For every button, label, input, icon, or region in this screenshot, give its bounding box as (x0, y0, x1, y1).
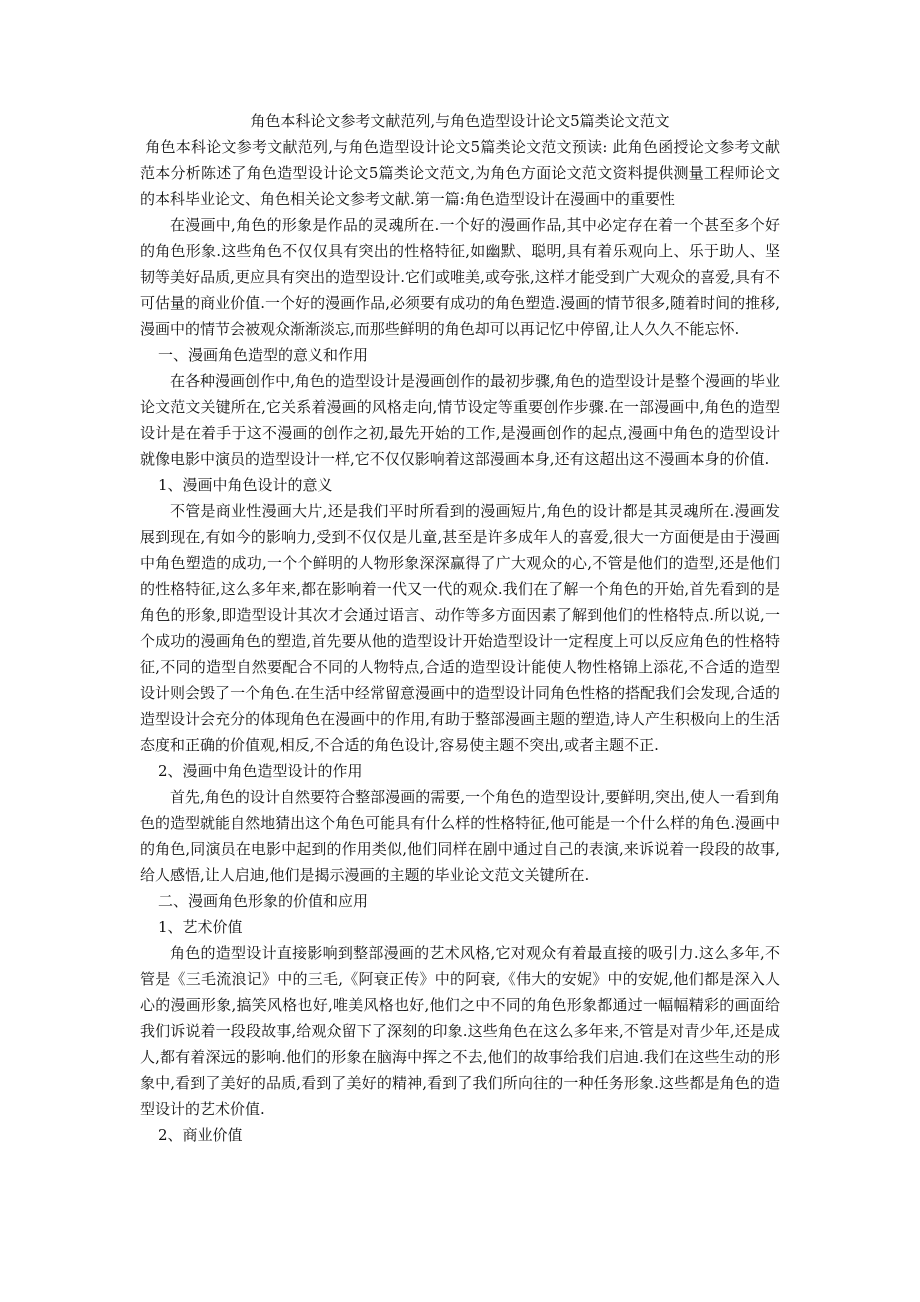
document-page (140, 108, 780, 1148)
body-paragraph: 在各种漫画创作中,角色的造型设计是漫画创作的最初步骤,角色的造型设计是整个漫画的毕业论文范文关键所在,它关系着漫画的风格走向,情节设定等重要创作步骤.在一部漫画中,角色的造型设计是在着手于这不漫画的创作之初,最先开始的工作,是漫画创作的起点,漫画中角色的造型设计就像电影中演员的造型设计一样,它不仅仅影响着这部漫画本身,还有这超出这不漫画本身的价值. (140, 372, 780, 468)
body-paragraph: 角色的造型设计直接影响到整部漫画的艺术风格,它对观众有着最直接的吸引力.这么多年,不管是《三毛流浪记》中的三毛,《阿衰正传》中的阿衰,《伟大的安妮》中的安妮,他们都是深入人心的漫画形象,搞笑风格也好,唯美风格也好,他们之中不同的角色形象都通过一幅幅精彩的画面给我们诉说着一段段故事,给观众留下了深刻的印象.这些角色在这么多年来,不管是对青少年,还是成人,都有着深远的影响.他们的形象在脑海中挥之不去,他们的故事给我们启迪.我们在这些生动的形象中,看到了美好的品质,看到了美好的精神,看到了我们所向往的一种任务形象.这些都是角色的造型设计的艺术价值. (140, 944, 780, 1118)
body-paragraph: 不管是商业性漫画大片,还是我们平时所看到的漫画短片,角色的设计都是其灵魂所在.漫画发展到现在,有如今的影响力,受到不仅仅是儿童,甚至是许多成年人的喜爱,很大一方面便是由于漫画中角色塑造的成功,一个个鲜明的人物形象深深赢得了广大观众的心,不管是他们的造型,还是他们的性格特征,这么多年来,都在影响着一代又一代的观众.我们在了解一个角色的开始,首先看到的是角色的形象,即造型设计其次才会通过语言、动作等多方面因素了解到他们的性格特点.所以说,一个成功的漫画角色的塑造,首先要从他的造型设计开始造型设计一定程度上可以反应角色的性格特征,不同的造型自然要配合不同的人物特点,合适的造型设计能使人物性格锦上添花,不合适的造型设计则会毁了一个角色.在生活中经常留意漫画中的造型设计同角色性格的搭配我们会发现,合适的造型设计会充分的体现角色在漫画中的作用,有助于整部漫画主题的塑造,诗人产生积极向上的生活态度和正确的价值观,相反,不合适的角色设计,容易使主题不突出,或者主题不正. (140, 502, 780, 754)
document-title: 角色本科论文参考文献范列,与角色造型设计论文5篇类论文范文 (250, 112, 670, 130)
subsection-heading: 2、商业价值 (158, 1126, 243, 1144)
body-paragraph: 首先,角色的设计自然要符合整部漫画的需要,一个角色的造型设计,要鲜明,突出,使人一看到角色的造型就能自然地猜出这个角色可能具有什么样的性格特征,他可能是一个什么样的角色.漫画中的角色,同演员在电影中起到的作用类似,他们同样在剧中通过自己的表演,来诉说着一段段的故事,给人感悟,让人启迪,他们是揭示漫画的主题的毕业论文范文关键所在. (140, 788, 780, 884)
subsection-heading: 1、漫画中角色设计的意义 (158, 476, 333, 494)
subsection-heading: 2、漫画中角色造型设计的作用 (158, 762, 363, 780)
section-heading: 二、漫画角色形象的价值和应用 (158, 892, 369, 910)
section-heading: 一、漫画角色造型的意义和作用 (158, 346, 369, 364)
body-paragraph: 在漫画中,角色的形象是作品的灵魂所在.一个好的漫画作品,其中必定存在着一个甚至多个好的角色形象.这些角色不仅仅具有突出的性格特征,如幽默、聪明,具有着乐观向上、乐于助人、坚韧等美好品质,更应具有突出的造型设计.它们或唯美,或夸张,这样才能受到广大观众的喜爱,具有不可估量的商业价值.一个好的漫画作品,必须要有成功的角色塑造.漫画的情节很多,随着时间的推移,漫画中的情节会被观众渐渐淡忘,而那些鲜明的角色却可以再记忆中停留,让人久久不能忘怀. (140, 216, 780, 338)
subsection-heading: 1、艺术价值 (158, 918, 243, 936)
intro-paragraph: 角色本科论文参考文献范列,与角色造型设计论文5篇类论文范文预读: 此角色函授论文参考文献范本分析陈述了角色造型设计论文5篇类论文范文,为角色方面论文范文资料提供测量工程师论文的本科毕业论文、角色相关论文参考文献.第一篇:角色造型设计在漫画中的重要性 (140, 138, 780, 208)
